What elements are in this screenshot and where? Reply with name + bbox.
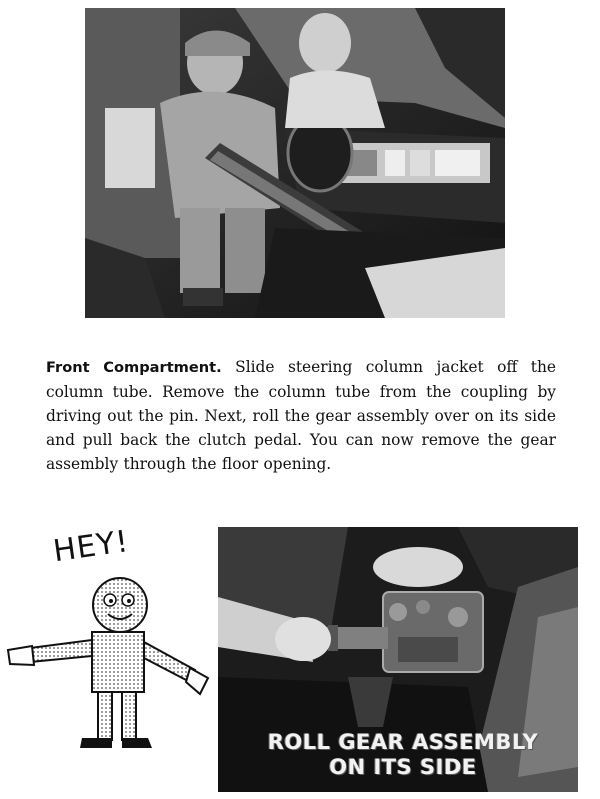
hey-exclamation: HEY! bbox=[51, 524, 132, 570]
photo-caption bbox=[258, 730, 548, 780]
instruction-body: Slide steering column jacket off the column tube. Remove the column tube from the coupling by driving out the pin. Next, roll the gear assembly over on its side and pull back the clutch pedal. You can now remove the gear assembly through the floor opening. bbox=[46, 358, 556, 473]
section-heading: Front Compartment. bbox=[46, 359, 222, 376]
caption-line-2: ON ITS SIDE bbox=[329, 755, 477, 779]
steering-column-removal-photo bbox=[85, 8, 505, 318]
instruction-paragraph bbox=[46, 355, 556, 476]
cartoon-mascot-illustration bbox=[0, 570, 215, 785]
caption-line-1: ROLL GEAR ASSEMBLY bbox=[267, 730, 539, 754]
